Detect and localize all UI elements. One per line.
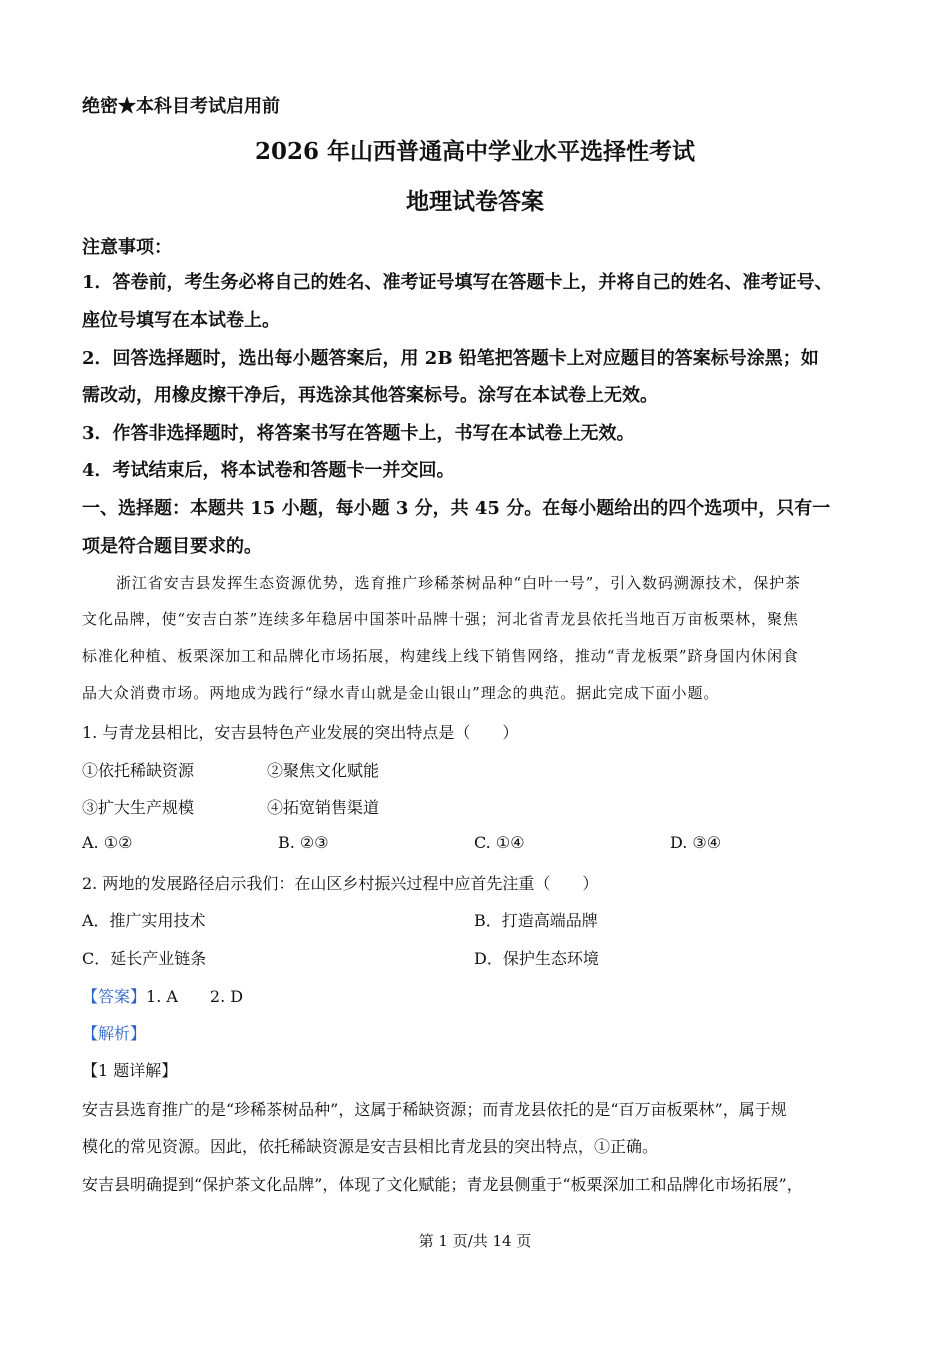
detail-line: 安吉县选育推广的是“珍稀茶树品种”，这属于稀缺资源；而青龙县依托的是“百万亩板栗林”，属于规	[82, 1100, 787, 1119]
question-2-stem: 2. 两地的发展路径启示我们：在山区乡村振兴过程中应首先注重（ ）	[82, 874, 599, 893]
q1-item: ②聚焦文化赋能	[267, 761, 380, 780]
exam-subtitle: 地理试卷答案	[406, 188, 544, 215]
detail-label: 【1 题详解】	[82, 1061, 178, 1080]
page-footer: 第 1 页/共 14 页	[418, 1232, 532, 1250]
q1-option-a: A. ①②	[82, 833, 133, 852]
notice-line: 座位号填写在本试卷上。	[82, 310, 280, 331]
q2-option-a: A．推广实用技术	[82, 911, 206, 930]
notice-line: 4．考试结束后，将本试卷和答题卡一并交回。	[82, 460, 455, 481]
question-1-stem: 1. 与青龙县相比，安吉县特色产业发展的突出特点是（ ）	[82, 723, 519, 742]
answer-row	[82, 984, 243, 1007]
q1-option-c: C. ①④	[474, 833, 525, 852]
q1-item: ④拓宽销售渠道	[267, 798, 380, 817]
analysis-label: 【解析】	[82, 1024, 147, 1043]
notice-line: 1．答卷前，考生务必将自己的姓名、准考证号填写在答题卡上，并将自己的姓名、准考证号、	[82, 272, 833, 293]
q1-option-b: B. ②③	[278, 833, 329, 852]
notice-line: 3．作答非选择题时，将答案书写在答题卡上，书写在本试卷上无效。	[82, 423, 635, 444]
q1-item: ③扩大生产规模	[82, 798, 195, 817]
section-heading: 一、选择题：本题共 15 小题，每小题 3 分，共 45 分。在每小题给出的四个选项中，只有一	[82, 498, 831, 519]
answer-text: 1. A 2. D	[146, 987, 244, 1006]
q1-option-d: D. ③④	[670, 833, 722, 852]
detail-line: 模化的常见资源。因此，依托稀缺资源是安吉县相比青龙县的突出特点，①正确。	[82, 1137, 659, 1156]
notice-line: 2．回答选择题时，选出每小题答案后，用 2B 铅笔把答题卡上对应题目的答案标号涂黑；如	[82, 348, 819, 369]
passage-line: 标准化种植、板栗深加工和品牌化市场拓展，构建线上线下销售网络，推动“青龙板栗”跻身国内休闲食	[82, 647, 799, 665]
section-heading: 项是符合题目要求的。	[82, 536, 262, 557]
passage-line: 品大众消费市场。两地成为践行“绿水青山就是金山银山”理念的典范。据此完成下面小题。	[82, 684, 720, 702]
exam-title: 2026 年山西普通高中学业水平选择性考试	[254, 138, 696, 165]
passage-line: 文化品牌，使“安吉白茶”连续多年稳居中国茶叶品牌十强；河北省青龙县依托当地百万亩板栗林，聚焦	[82, 610, 799, 628]
q2-option-b: B．打造高端品牌	[474, 911, 598, 930]
notice-heading: 注意事项：	[82, 237, 172, 258]
detail-line: 安吉县明确提到“保护茶文化品牌”，体现了文化赋能；青龙县侧重于“板栗深加工和品牌化市场拓展”，	[82, 1175, 803, 1194]
answer-label: 【答案】	[82, 987, 147, 1006]
passage-line: 浙江省安吉县发挥生态资源优势，选育推广珍稀茶树品种“白叶一号”，引入数码溯源技术，保护茶	[116, 574, 801, 592]
q2-option-c: C．延长产业链条	[82, 949, 207, 968]
q1-item: ①依托稀缺资源	[82, 761, 195, 780]
q2-option-d: D．保护生态环境	[474, 949, 599, 968]
notice-line: 需改动，用橡皮擦干净后，再选涂其他答案标号。涂写在本试卷上无效。	[82, 385, 658, 406]
confidential-label: 绝密★本科目考试启用前	[82, 96, 280, 117]
analysis-row	[82, 1021, 146, 1044]
